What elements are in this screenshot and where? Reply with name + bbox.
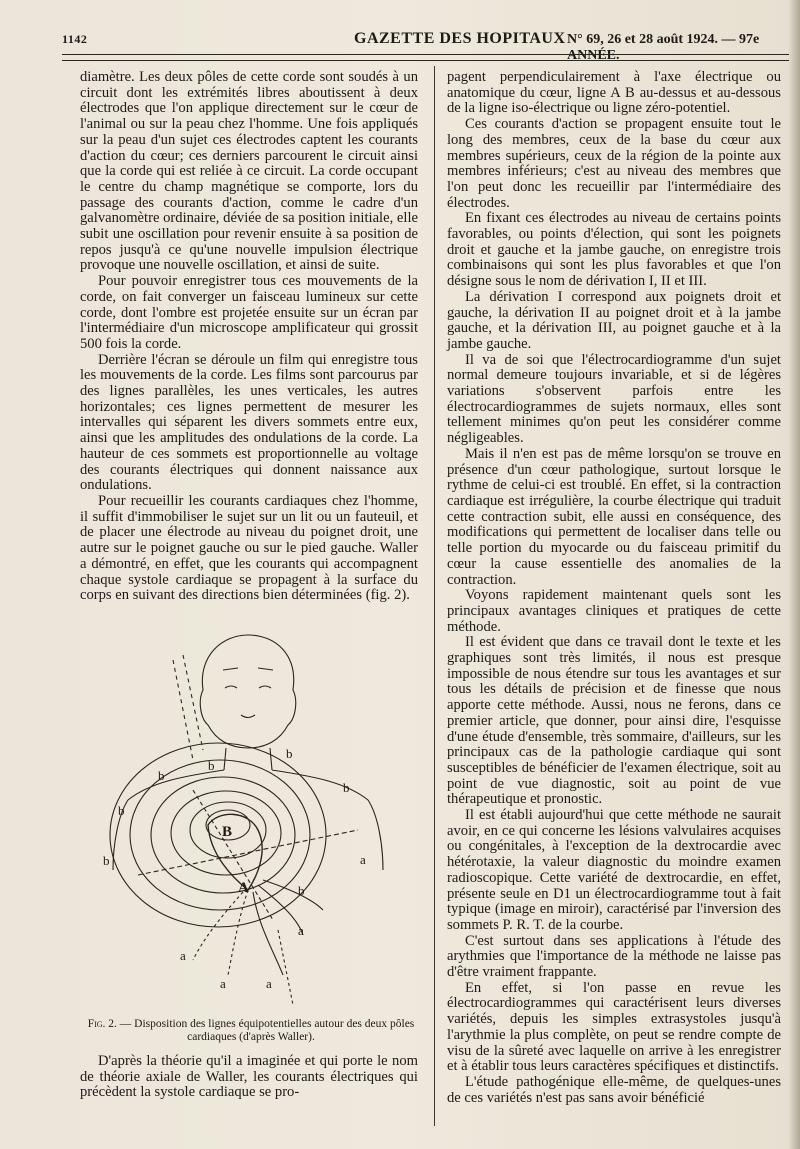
figure-label: a <box>220 976 226 991</box>
column-divider <box>434 66 435 1126</box>
paragraph: Pour pouvoir enregistrer tous ces mouvements de la corde, on fait converger un faisceau lumineux sur cette corde, dont l'ombre est projetée ensuite sur un écran par l'intermédiaire d'un microscope amplificateur qui grossit 500 fois la corde. <box>80 273 418 352</box>
caption-text: — Disposition des lignes équipotentielles autour des deux pôles cardiaques (d'après Waller). <box>119 1018 415 1043</box>
header-rule-thin <box>62 60 789 61</box>
left-column-top <box>80 70 418 604</box>
figure-label: b <box>118 803 125 818</box>
page-edge-shadow <box>788 0 800 1149</box>
figure-label: b <box>298 883 305 898</box>
paragraph: En fixant ces électrodes au niveau de certains points favorables, ou points d'élection, qui sont les poignets droit et gauche et la jambe gauche, on enregistre trois combinaisons qui sont les plus favorables et que l'on désigne sous le nom de dérivation I, II et III. <box>447 210 781 290</box>
figure-caption <box>76 1018 426 1044</box>
paragraph: Voyons rapidement maintenant quels sont les principaux avantages cliniques et pratiques de cette méthode. <box>447 587 781 635</box>
figure-label: b <box>103 853 110 868</box>
figure-label: A <box>238 880 249 896</box>
page-header <box>62 26 792 63</box>
paragraph: L'étude pathogénique elle-même, de quelques-unes de ces variétés n'est pas sans avoir bénéficié <box>447 1074 781 1106</box>
paragraph: La dérivation I correspond aux poignets droit et gauche, la dérivation II au poignet droit et à la jambe gauche, et la dérivation III, au poignet gauche et à la jambe gauche. <box>447 288 781 352</box>
figure-label: a <box>298 923 304 938</box>
figure-label: a <box>266 976 272 991</box>
figure-label: b <box>286 746 293 761</box>
paragraph: pagent perpendiculairement à l'axe électrique ou anatomique du cœur, ligne A B au-dessus et au-dessous de la ligne iso-électrique ou ligne zéro-potentiel. <box>447 69 781 117</box>
caption-prefix: Fig. 2. <box>87 1018 117 1030</box>
figure-label: b <box>208 758 215 773</box>
figure-equipotential-lines <box>98 630 398 1015</box>
paragraph: Il est établi aujourd'hui que cette méthode ne saurait avoir, en ce qui concerne les lésions valvulaires acquises ou congénitales, à l'exception de la dextrocardie avec hétérotaxie, la valeur diagnostic du moindre examen radioscopique. Cette variété de dextrocardie, en effet, présente seule en D1 un électrocardiogramme tout à fait typique (image en miroir), caractérisé par l'inversion des sommets P. R. T. de la courbe. <box>447 807 781 933</box>
right-column <box>447 70 781 1106</box>
paragraph: Ces courants d'action se propagent ensuite tout le long des membres, ceux de la base du cœur aux membres supérieurs, ceux de la région de la pointe aux membres inférieurs; c'est au niveau des membres que l'on peut donc les recueillir par l'intermédiaire des électrodes. <box>447 116 781 211</box>
paragraph: Pour recueillir les courants cardiaques chez l'homme, il suffit d'immobiliser le sujet sur un lit ou un fauteuil, et de placer une électrode au niveau du poignet droit, une autre sur le poignet gauche ou sur le pied gauche. Waller a démontré, en effet, que les courants qui accompagnent chaque systole cardiaque se propagent à la surface du corps en suivant des directions bien déterminées (fig. 2). <box>80 492 418 604</box>
paragraph: Il est évident que dans ce travail dont le texte et les graphiques sont très limités, il nous est presque impossible de nous étendre sur tous les avantages et sur tous les détails de précision et de finesse que nous apporte cette méthode. Aussi, nous ne ferons, dans ce premier article, que donner, pour ainsi dire, l'esquisse d'une étude d'ensemble, très sommaire, d'ailleurs, sur les principaux cas de la pathologie cardiaque qui sont susceptibles de bénéficier de l'examen électrique, soit au point de vue diagnostic, soit au point de vue thérapeutique et pronostic. <box>447 634 781 808</box>
figure-label: b <box>158 768 165 783</box>
figure-drawing <box>98 630 398 1015</box>
paragraph: C'est surtout dans ses applications à l'étude des arythmies que l'importance de la méthode ne laisse pas d'être vraiment frappante. <box>447 932 781 981</box>
header-rule <box>62 54 789 55</box>
page-number: 1142 <box>62 32 88 46</box>
figure-label: a <box>360 852 366 867</box>
paragraph: Derrière l'écran se déroule un film qui enregistre tous les mouvements de la corde. Les films sont parcourus par des lignes parallèles, les unes verticales, les autres horizontales; ces lignes permettent de mesurer les intervalles qui séparent les divers sommets entre eux, ainsi que les amplitudes des ondulations de la corde. La hauteur de ces sommets est proportionnelle au voltage des courants électriques qui donnent naissance aux ondulations. <box>80 351 418 494</box>
left-column-bottom <box>80 1054 418 1101</box>
journal-title: GAZETTE DES HOPITAUX <box>354 30 566 47</box>
figure-label: b <box>343 780 350 795</box>
paragraph: D'après la théorie qu'il a imaginée et qui porte le nom de théorie axiale de Waller, les courants électriques qui précèdent la systole cardiaque se pro- <box>80 1053 418 1101</box>
paragraph: En effet, si l'on passe en revue les électrocardiogrammes qui caractérisent leurs diverses variétés, depuis les simples extrasystoles jusqu'à l'arythmie la plus complète, on peut se rendre compte de visu de la sûreté avec laquelle on arrive à les enregistrer et à établir tous leurs caractères spécifiques et distinctifs. <box>447 979 781 1075</box>
paragraph: Mais il n'en est pas de même lorsqu'on se trouve en présence d'un cœur pathologique, surtout lorsque le rythme de celui-ci est troublé. En effet, si la contraction cardiaque est irrégulière, la courbe électrique qui traduit cette contraction subit, elle aussi en conséquence, des modifications qui permettent de localiser dans telle ou telle portion du myocarde ou du faisceau primitif du cœur la cause essentielle des anomalies de la contraction. <box>447 445 781 588</box>
paragraph: diamètre. Les deux pôles de cette corde sont soudés à un circuit dont les extrémités libres aboutissent à deux électrodes que l'on applique directement sur le cœur de l'animal ou sur la peau chez l'homme. Une fois appliqués sur la peau d'un sujet ces électrodes captent les courants d'action du cœur; ces derniers parcourent le circuit ainsi que la corde qui est reliée à ce circuit. La corde occupant le centre du champ magnétique se comporte, lors du passage des courants d'action, comme le cadre d'un galvanomètre ordinaire, déviée de sa position initiale, elle subit une oscillation pour revenir ensuite à sa position de repos jusqu'à ce qu'une nouvelle impulsion électrique provoque une nouvelle oscillation, et ainsi de suite. <box>80 69 418 274</box>
figure-label: B <box>222 824 233 840</box>
issue-info: N° 69, 26 et 28 août 1924. — 97e ANNÉE. <box>567 32 760 63</box>
paragraph: Il va de soi que l'électrocardiogramme d'un sujet normal demeure toujours invariable, et si de légères variations s'observent parfois entre les électrocardiogrammes de sujets normaux, elles sont tellement minimes qu'on peut les considérer comme négligeables. <box>447 351 781 447</box>
figure-label: a <box>180 948 186 963</box>
